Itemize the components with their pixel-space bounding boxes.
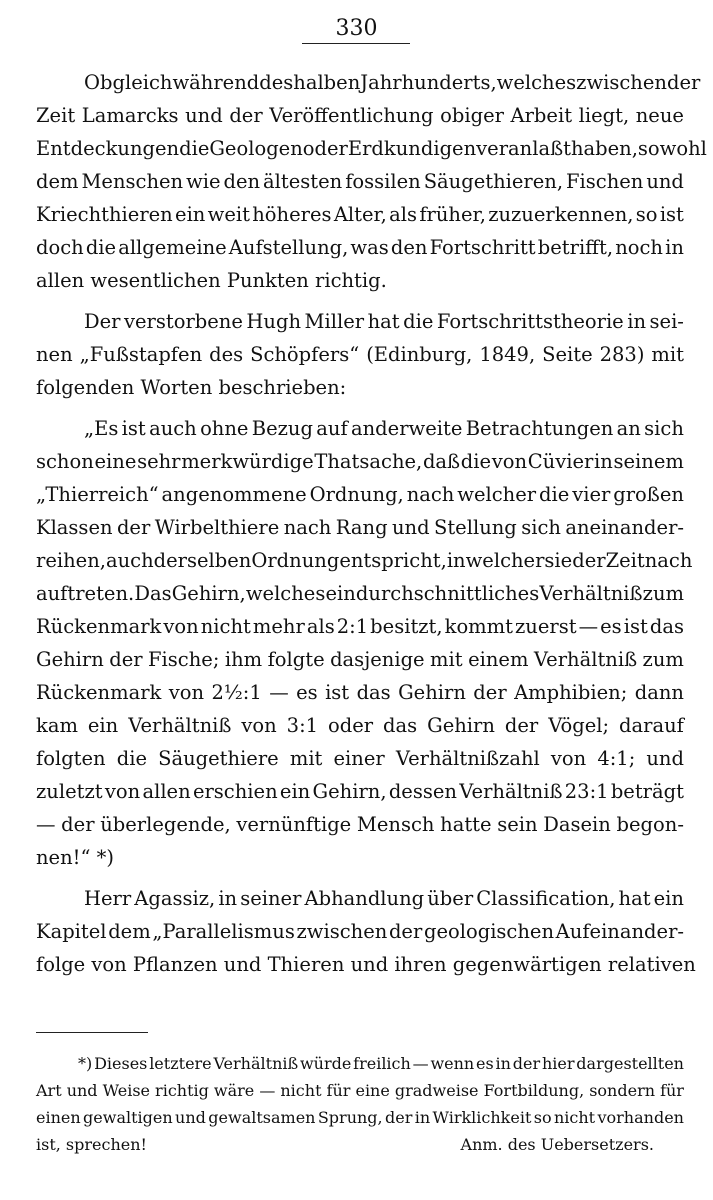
header-rule (302, 43, 410, 44)
text-line: folge von Pflanzen und Thieren und ihren gegenwärtigen relativen (36, 953, 696, 976)
text-line: nen!“ *) (36, 846, 115, 869)
paragraph (36, 66, 707, 297)
text-line: Rückenmark von 2½:1 — es ist das Gehirn der Amphibien; dann (36, 681, 684, 704)
text-line: Klassen der Wirbelthiere nach Rang und Stellung sich aneinander- (36, 516, 684, 539)
text-line: „Thierreich“ angenommene Ordnung, nach welcher die vier großen (36, 483, 684, 506)
text-line: kam ein Verhältniß von 3:1 oder das Gehirn der Vögel; darauf (36, 714, 684, 737)
text-line: folgenden Worten beschrieben: (36, 376, 347, 399)
footnote-line: *) Dieses letztere Verhältniß würde freilich — wenn es in der hier dargestellten (78, 1054, 684, 1073)
text-line: „Es ist auch ohne Bezug auf anderweite Betrachtungen an sich (84, 417, 684, 440)
text-line: zuletzt von allen erschien ein Gehirn, dessen Verhältniß 23:1 beträgt (36, 780, 684, 803)
text-line: Entdeckungen die Geologen oder Erdkundigen veranlaßt haben, sowohl (36, 137, 707, 160)
text-line: auftreten. Das Gehirn, welches ein durchschnittliches Verhältniß zum (36, 582, 684, 605)
paragraph (36, 412, 693, 874)
text-line: schon eine sehr merkwürdige Thatsache, daß die von Cüvier in seinem (36, 450, 684, 473)
text-line: Der verstorbene Hugh Miller hat die Fortschrittstheorie in sei- (84, 310, 684, 333)
page-number: 330 (335, 16, 378, 41)
paragraph (36, 305, 684, 404)
text-line: Kriechthieren ein weit höheres Alter, als früher, zuzuerkennen, so ist (36, 203, 684, 226)
footnote-line: ist, sprechen! Anm. des Uebersetzers. (36, 1131, 684, 1158)
text-line: nen „Fußstapfen des Schöpfers“ (Edinburg, 1849, Seite 283) mit (36, 343, 684, 366)
footnote-line: einen gewaltigen und gewaltsamen Sprung, der in Wirklichkeit so nicht vorhanden (36, 1108, 684, 1127)
footnote-line: Art und Weise richtig wäre — nicht für eine gradweise Fortbildung, sondern für (36, 1081, 684, 1100)
text-line: dem Menschen wie den ältesten fossilen Säugethieren, Fischen und (36, 170, 684, 193)
paragraph (36, 882, 696, 981)
text-line: Gehirn der Fische; ihm folgte dasjenige mit einem Verhältniß zum (36, 648, 684, 671)
text-line: Rückenmark von nicht mehr als 2:1 besitzt, kommt zuerst — es ist das (36, 615, 684, 638)
text-line: Zeit Lamarcks und der Veröffentlichung obiger Arbeit liegt, neue (36, 104, 684, 127)
text-line: Kapitel dem „Parallelismus zwischen der geologischen Aufeinander- (36, 920, 684, 943)
text-line: — der überlegende, vernünftige Mensch hatte sein Dasein begon- (36, 813, 684, 836)
text-line: Obgleich während des halben Jahrhunderts, welches zwischen der (84, 71, 701, 94)
text-line: reihen, auch derselben Ordnung entspricht, in welcher sie der Zeit nach (36, 549, 693, 572)
footnote (36, 1050, 684, 1158)
body-text (36, 66, 707, 981)
footnote-rule (36, 1032, 148, 1033)
text-line: Herr Agassiz, in seiner Abhandlung über Classification, hat ein (84, 887, 684, 910)
translator-note-signature: Anm. des Uebersetzers. (460, 1135, 654, 1154)
text-line: allen wesentlichen Punkten richtig. (36, 269, 387, 292)
text-line: folgten die Säugethiere mit einer Verhältnißzahl von 4:1; und (36, 747, 684, 770)
text-line: doch die allgemeine Aufstellung, was den Fortschritt betrifft, noch in (36, 236, 684, 259)
